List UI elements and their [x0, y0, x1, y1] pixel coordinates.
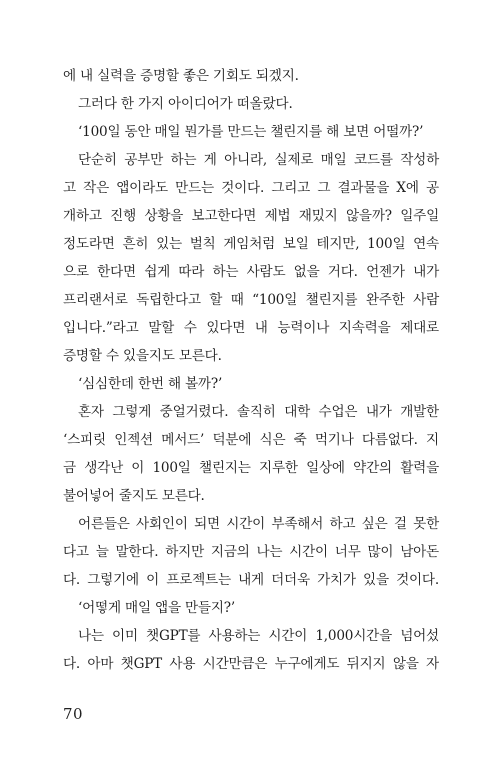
text-line: ‘스피릿 인젝션 메서드’ 덕분에 식은 죽 먹기나 다름없다. 지 — [63, 432, 439, 448]
text-line: 고 작은 앱이라도 만드는 것이다. 그리고 그 결과물을 X에 공 — [63, 180, 439, 196]
text-line: ‘어떻게 매일 앱을 만들지?’ — [78, 600, 236, 616]
text-line: 에 내 실력을 증명할 좋은 기회도 되겠지. — [63, 68, 299, 84]
text-line: 혼자 그렇게 중얼거렸다. 솔직히 대학 수업은 내가 개발한 — [78, 404, 439, 420]
text-line: 어른들은 사회인이 되면 시간이 부족해서 하고 싶은 걸 못한 — [78, 516, 439, 532]
text-line: ‘100일 동안 매일 뭔가를 만드는 챌린지를 해 보면 어떨까?’ — [78, 124, 424, 140]
text-line: 정도라면 흔히 있는 벌칙 게임처럼 보일 테지만, 100일 연속 — [63, 236, 439, 252]
text-line: 다고 늘 말한다. 하지만 지금의 나는 시간이 너무 많이 남아돈 — [63, 544, 439, 560]
text-line: 불어넣어 줄지도 모른다. — [63, 488, 205, 504]
text-line: 개하고 진행 상황을 보고한다면 제법 재밌지 않을까? 일주일 — [63, 208, 439, 224]
text-line: 증명할 수 있을지도 모른다. — [63, 348, 222, 364]
text-line: 프리랜서로 독립한다고 할 때 “100일 챌린지를 완주한 사람 — [63, 292, 439, 308]
text-line: ‘심심한데 한번 해 볼까?’ — [78, 376, 223, 392]
text-line: 나는 이미 챗GPT를 사용하는 시간이 1,000시간을 넘어섰 — [78, 628, 439, 644]
text-line: 입니다.”라고 말할 수 있다면 내 능력이나 지속력을 제대로 — [63, 320, 439, 336]
text-line: 다. 그렇기에 이 프로젝트는 내게 더더욱 가치가 있을 것이다. — [63, 572, 439, 588]
text-line: 그러다 한 가지 아이디어가 떠올랐다. — [78, 96, 293, 112]
text-line: 단순히 공부만 하는 게 아니라, 실제로 매일 코드를 작성하 — [78, 152, 439, 168]
text-line: 으로 한다면 쉽게 따라 하는 사람도 없을 거다. 언젠가 내가 — [63, 264, 439, 280]
text-line: 금 생각난 이 100일 챌린지는 지루한 일상에 약간의 활력을 — [63, 460, 439, 476]
text-line: 다. 아마 챗GPT 사용 시간만큼은 누구에게도 뒤지지 않을 자 — [63, 656, 439, 672]
page-number: 70 — [63, 705, 84, 723]
